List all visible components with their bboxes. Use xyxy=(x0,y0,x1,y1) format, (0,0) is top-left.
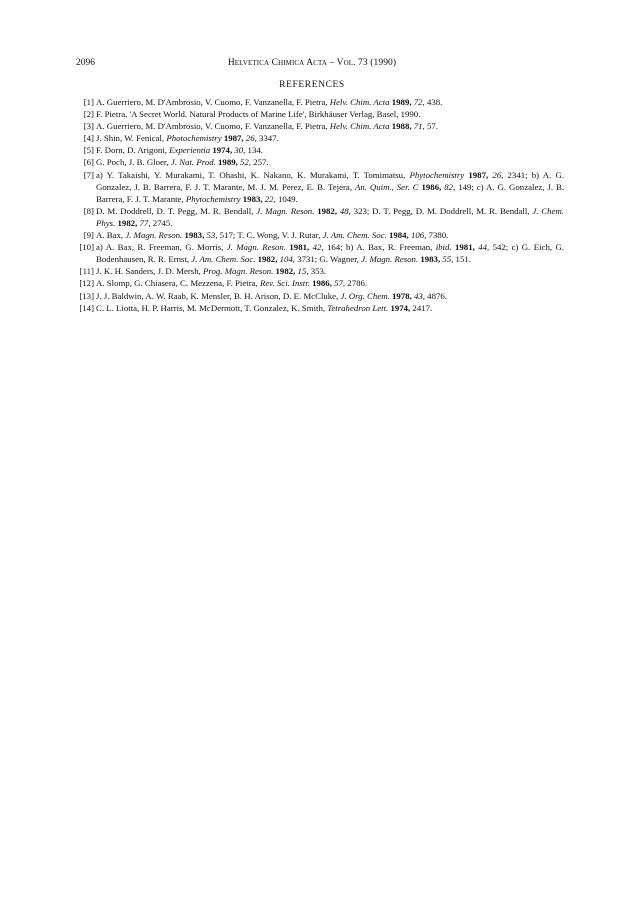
reference-fragment: 353. xyxy=(308,266,327,277)
reference-fragment: 438. xyxy=(424,97,443,107)
reference-item xyxy=(76,156,564,168)
reference-item xyxy=(76,169,564,205)
journal-or-volume: 53, xyxy=(206,230,218,241)
reference-item xyxy=(76,290,564,302)
reference-fragment: 57. xyxy=(424,121,438,132)
journal-or-volume: 57, xyxy=(334,278,346,289)
reference-number: [10] xyxy=(79,242,94,253)
reference-text xyxy=(96,266,326,276)
year: 1978, xyxy=(391,290,412,301)
journal-or-volume: Experientia xyxy=(169,145,211,156)
reference-text xyxy=(96,291,447,301)
reference-fragment: 1049. xyxy=(275,193,298,204)
reference-item xyxy=(76,277,564,289)
reference-number: [12] xyxy=(79,278,94,289)
journal-or-volume: 42, xyxy=(312,242,324,253)
year: 1988, xyxy=(391,121,412,132)
reference-text xyxy=(96,242,564,264)
reference-text xyxy=(96,230,448,240)
reference-item xyxy=(76,205,564,229)
reference-number: [8] xyxy=(83,205,94,216)
year: 1974, xyxy=(390,302,411,313)
reference-item xyxy=(76,241,564,265)
journal-or-volume: Helv. Chim. Acta xyxy=(329,97,390,107)
reference-fragment: 134. xyxy=(245,145,263,156)
reference-fragment: a) A. Bax, R. Freeman, G. Morris, xyxy=(96,242,227,253)
reference-text xyxy=(96,109,420,119)
reference-item xyxy=(76,229,564,241)
journal-or-volume: 71, xyxy=(413,121,425,132)
reference-text xyxy=(96,206,564,228)
year: 1987, xyxy=(468,169,489,180)
reference-fragment: 164; b) A. Bax, R. Freeman, xyxy=(323,242,436,253)
reference-number: [13] xyxy=(79,290,94,301)
year: 1983, xyxy=(420,254,441,265)
reference-number: [5] xyxy=(83,145,94,156)
reference-fragment: 2417. xyxy=(410,302,433,313)
page-number: 2096 xyxy=(76,58,95,68)
journal-or-volume: 55, xyxy=(442,254,454,265)
reference-fragment: J. K. H. Sanders, J. D. Mersh, xyxy=(96,266,204,277)
journal-or-volume: Tetrahedron Lett. xyxy=(327,302,389,313)
year: 1989, xyxy=(218,157,238,168)
reference-text xyxy=(96,133,279,143)
year: 1984, xyxy=(388,230,409,241)
reference-number: [14] xyxy=(79,302,94,313)
reference-fragment: F. Dorn, D. Arigoni, xyxy=(96,145,170,156)
journal-or-volume: J. Magn. Reson. xyxy=(256,205,315,216)
reference-number: [9] xyxy=(83,230,94,241)
reference-text xyxy=(96,170,564,204)
journal-or-volume: ibid. xyxy=(435,242,452,253)
year: 1981, xyxy=(455,242,475,253)
year: 1989, xyxy=(391,97,412,107)
journal-or-volume: 15, xyxy=(297,266,309,277)
reference-number: [11] xyxy=(79,266,94,277)
reference-text xyxy=(96,278,367,288)
reference-fragment: 517; T. C. Wong, V. J. Rutar, xyxy=(217,230,323,241)
reference-item xyxy=(76,120,564,132)
reference-item xyxy=(76,132,564,144)
reference-number: [2] xyxy=(83,109,94,120)
year: 1982, xyxy=(257,254,278,265)
reference-fragment: a) Y. Takaishi, Y. Murakami, T. Ohashi, K. Nakano, K. Murakami, T. Tomimatsu, xyxy=(96,169,410,180)
journal-or-volume: 30, xyxy=(234,145,246,156)
reference-fragment: A. Guerriero, M. D'Ambrosio, V. Cuomo, F. Vanzanella, F. Pietra, xyxy=(96,121,330,132)
journal-or-volume: 82, xyxy=(444,181,456,192)
year: 1982, xyxy=(317,205,338,216)
journal-or-volume: Prog. Magn. Reson. xyxy=(203,266,274,277)
running-header xyxy=(0,58,624,68)
reference-item xyxy=(76,265,564,277)
reference-fragment: G. Poch, J. B. Gloer, xyxy=(96,157,171,168)
reference-fragment: F. Pietra, 'A Secret World. Natural Products of Marine Life', Birkhäuser Verlag, Basel, 1990. xyxy=(96,109,421,120)
reference-item xyxy=(76,108,564,120)
reference-text xyxy=(96,97,442,107)
journal-or-volume: J. Nat. Prod. xyxy=(170,157,216,168)
reference-text xyxy=(96,157,269,167)
reference-fragment: 3731; G. Wagner, xyxy=(295,254,362,265)
reference-fragment: 542; c) G. Eich, G. Bodenhausen, R. R. Ernst, xyxy=(96,242,565,265)
journal-or-volume: Rev. Sci. Instr. xyxy=(259,278,310,289)
journal-or-volume: 104, xyxy=(279,254,295,265)
reference-text xyxy=(96,145,263,155)
year: 1982, xyxy=(275,266,296,277)
reference-fragment: D. M. Doddrell, D. T. Pegg, M. R. Bendall, xyxy=(96,205,257,216)
running-header-text: Helvetica Chimica Acta – Vol. 73 (1990) xyxy=(227,58,397,68)
reference-fragment: 2341; b) A. G. Gonzalez, J. B. Barrera, F. J. T. Marante, M. J. M. Perez, E. B. Tejera, xyxy=(96,169,565,192)
journal-or-volume: Photochemistry xyxy=(166,133,222,144)
year: 1986, xyxy=(421,181,442,192)
journal-or-volume: 52, xyxy=(240,157,252,168)
reference-fragment: A. Guerriero, M. D'Ambrosio, V. Cuomo, F. Vanzanella, F. Pietra, xyxy=(96,97,330,107)
journal-or-volume: J. Magn. Reson. xyxy=(125,230,183,241)
year: 1983, xyxy=(242,193,263,204)
reference-fragment: J. Shin, W. Fenical, xyxy=(96,133,167,144)
year: 1981, xyxy=(289,242,310,253)
reference-list xyxy=(76,96,564,314)
journal-or-volume: J. Magn. Reson. xyxy=(226,242,286,253)
reference-item xyxy=(76,96,564,108)
reference-text xyxy=(96,303,432,313)
journal-or-volume: 44, xyxy=(478,242,490,253)
reference-fragment: A. Bax, xyxy=(96,230,126,241)
journal-or-volume: J. Am. Chem. Soc. xyxy=(191,254,256,265)
journal-or-volume: 106, xyxy=(410,230,427,241)
reference-number: [1] xyxy=(83,97,94,107)
journal-or-volume: Helv. Chim. Acta xyxy=(329,121,390,132)
year: 1974, xyxy=(212,145,233,156)
reference-fragment: 257. xyxy=(251,157,269,168)
year: 1982, xyxy=(117,217,138,228)
reference-fragment: 2786. xyxy=(345,278,368,289)
reference-fragment: C. L. Liotta, H. P. Harris, M. McDermott, T. Gonzalez, K. Smith, xyxy=(96,302,328,313)
journal-or-volume: 26, xyxy=(245,133,257,144)
journal-or-volume: J. Org. Chem. xyxy=(340,290,390,301)
reference-text xyxy=(96,121,438,131)
journal-or-volume: 43, xyxy=(413,290,425,301)
journal-or-volume: J. Chem. Phys. xyxy=(96,205,564,228)
journal-or-volume: Phytochemistry xyxy=(409,169,465,180)
reference-fragment: A. Slomp, G. Chiasera, C. Mezzena, F. Pietra, xyxy=(96,278,260,289)
reference-fragment: 3347. xyxy=(256,133,279,144)
reference-number: [3] xyxy=(83,121,94,132)
reference-fragment: 2745. xyxy=(150,217,173,228)
year: 1987, xyxy=(223,133,244,144)
journal-or-volume: J. Magn. Reson. xyxy=(361,254,419,265)
reference-number: [6] xyxy=(83,157,94,168)
journal-or-volume: An. Quim., Ser. C xyxy=(354,181,419,192)
journal-or-volume: Phytochemistry xyxy=(185,193,241,204)
reference-fragment: J. J. Baldwin, A. W. Raab, K. Mensler, B. H. Arison, D. E. McCluke, xyxy=(96,290,341,301)
journal-or-volume: J. Am. Chem. Soc. xyxy=(322,230,387,241)
year: 1983, xyxy=(184,230,205,241)
reference-item xyxy=(76,144,564,156)
reference-number: [7] xyxy=(83,169,94,180)
year: 1986, xyxy=(312,278,332,289)
journal-or-volume: 72, xyxy=(413,97,425,107)
reference-fragment: 7380. xyxy=(426,230,449,241)
reference-fragment: 4876. xyxy=(424,290,447,301)
journal-or-volume: 26, xyxy=(492,169,504,180)
journal-or-volume: 48, xyxy=(339,205,351,216)
reference-fragment: 323; D. T. Pegg, D. M. Doddrell, M. R. Bendall, xyxy=(350,205,533,216)
section-title: REFERENCES xyxy=(279,80,345,90)
reference-item xyxy=(76,302,564,314)
reference-number: [4] xyxy=(83,133,94,144)
reference-fragment: 149; c) A. G. Gonzalez, J. B. Barrera, F. J. T. Marante, xyxy=(96,181,565,204)
journal-or-volume: 77, xyxy=(139,217,151,228)
journal-or-volume: 22, xyxy=(264,193,276,204)
reference-fragment: 151. xyxy=(453,254,471,265)
